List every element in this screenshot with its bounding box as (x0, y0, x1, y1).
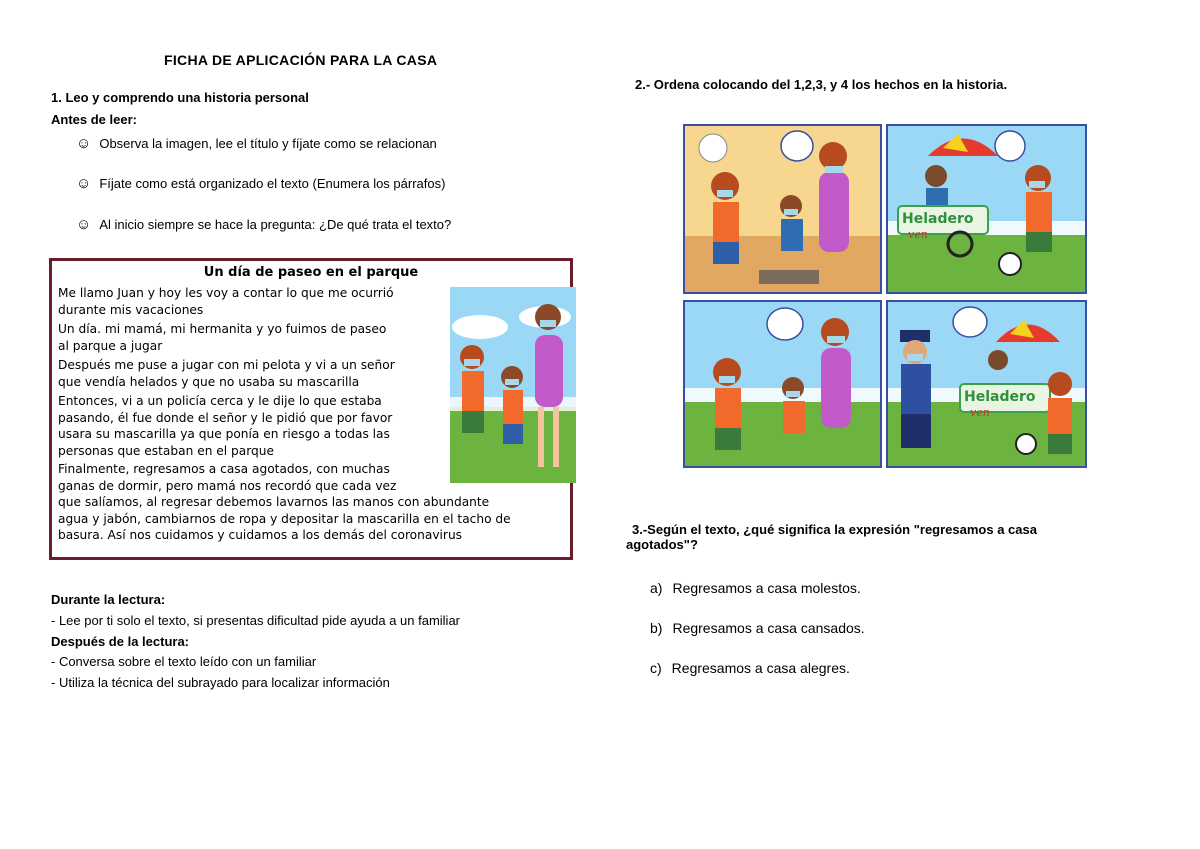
story-panel-3 (683, 300, 882, 468)
story-box (49, 258, 573, 560)
before-item: ☺ Al inicio siempre se hace la pregunta: ¿De qué trata el texto? (76, 216, 452, 233)
story-panel-1 (683, 124, 882, 294)
option-text: Regresamos a casa cansados. (672, 620, 865, 636)
option-text: Regresamos a casa alegres. (671, 660, 850, 676)
story-paragraph: Después me puse a jugar con mi pelota y vi a un señor que vendía helados y que no usaba su mascarilla (58, 358, 395, 389)
after-item: - Utiliza la técnica del subrayado para localizar información (51, 675, 390, 690)
answer-option-a[interactable] (650, 580, 861, 596)
after-reading-heading: Después de la lectura: (51, 634, 189, 649)
before-item: ☺ Observa la imagen, lee el título y fíjate como se relacionan (76, 135, 437, 152)
option-letter: b) (650, 620, 663, 636)
page-title: FICHA DE APLICACIÓN PARA LA CASA (164, 52, 438, 68)
panel-1-illustration (685, 126, 882, 294)
section-1-heading: 1. Leo y comprendo una historia personal (51, 90, 309, 105)
cart-sign-text: Heladero (902, 211, 974, 227)
before-reading-heading: Antes de leer: (51, 112, 137, 127)
story-title: Un día de paseo en el parque (203, 265, 419, 280)
option-text: Regresamos a casa molestos. (672, 580, 861, 596)
smiley-icon: ☺ (76, 135, 92, 152)
option-letter: c) (650, 660, 662, 676)
smiley-icon: ☺ (76, 175, 92, 192)
smiley-icon: ☺ (76, 216, 92, 233)
story-panel-2 (886, 124, 1087, 294)
before-item: ☺ Fíjate como está organizado el texto (Enumera los párrafos) (76, 175, 446, 192)
story-paragraph: Me llamo Juan y hoy les voy a contar lo que me ocurrió durante mis vacaciones (58, 286, 394, 317)
during-item: - Lee por ti solo el texto, si presentas dificultad pide ayuda a un familiar (51, 613, 461, 628)
option-letter: a) (650, 580, 663, 596)
panel-4-illustration (888, 302, 1087, 468)
panel-3-illustration (685, 302, 882, 468)
story-paragraph: Finalmente, regresamos a casa agotados, con muchas ganas de dormir, pero mamá nos recordó que cada vez que salíamos, al regresar debemos lavarnos las manos con abundante agua y jabón, cambiarnos de ropa y depositar la mascarilla en el tacho de basura. Así nos cuidamos y cuidamos a los demás del coronavirus (58, 462, 511, 542)
during-reading-heading: Durante la lectura: (51, 592, 166, 607)
cart-sign-subtext: ven (908, 228, 928, 241)
story-panel-4 (886, 300, 1087, 468)
panel-2-illustration (888, 126, 1087, 294)
question-2: 2.- Ordena colocando del 1,2,3, y 4 los hechos en la historia. (635, 77, 1008, 92)
cart-sign-subtext: ven (970, 406, 990, 419)
after-item: - Conversa sobre el texto leído con un familiar (51, 654, 317, 669)
family-illustration (450, 287, 576, 483)
story-paragraph: Entonces, vi a un policía cerca y le dije lo que estaba pasando, él fue donde el señor y le pidió que por favor usara su mascarilla ya que ponía en riesgo a todas las personas que estaban en el parque (58, 394, 393, 458)
answer-option-c[interactable] (650, 660, 850, 676)
cart-sign-text: Heladero (964, 389, 1036, 405)
question-3: 3.-Según el texto, ¿qué significa la expresión "regresamos a casa agotados"? (626, 522, 1037, 552)
story-paragraph: Un día. mi mamá, mi hermanita y yo fuimos de paseo al parque a jugar (58, 322, 387, 353)
answer-option-b[interactable] (650, 620, 865, 636)
